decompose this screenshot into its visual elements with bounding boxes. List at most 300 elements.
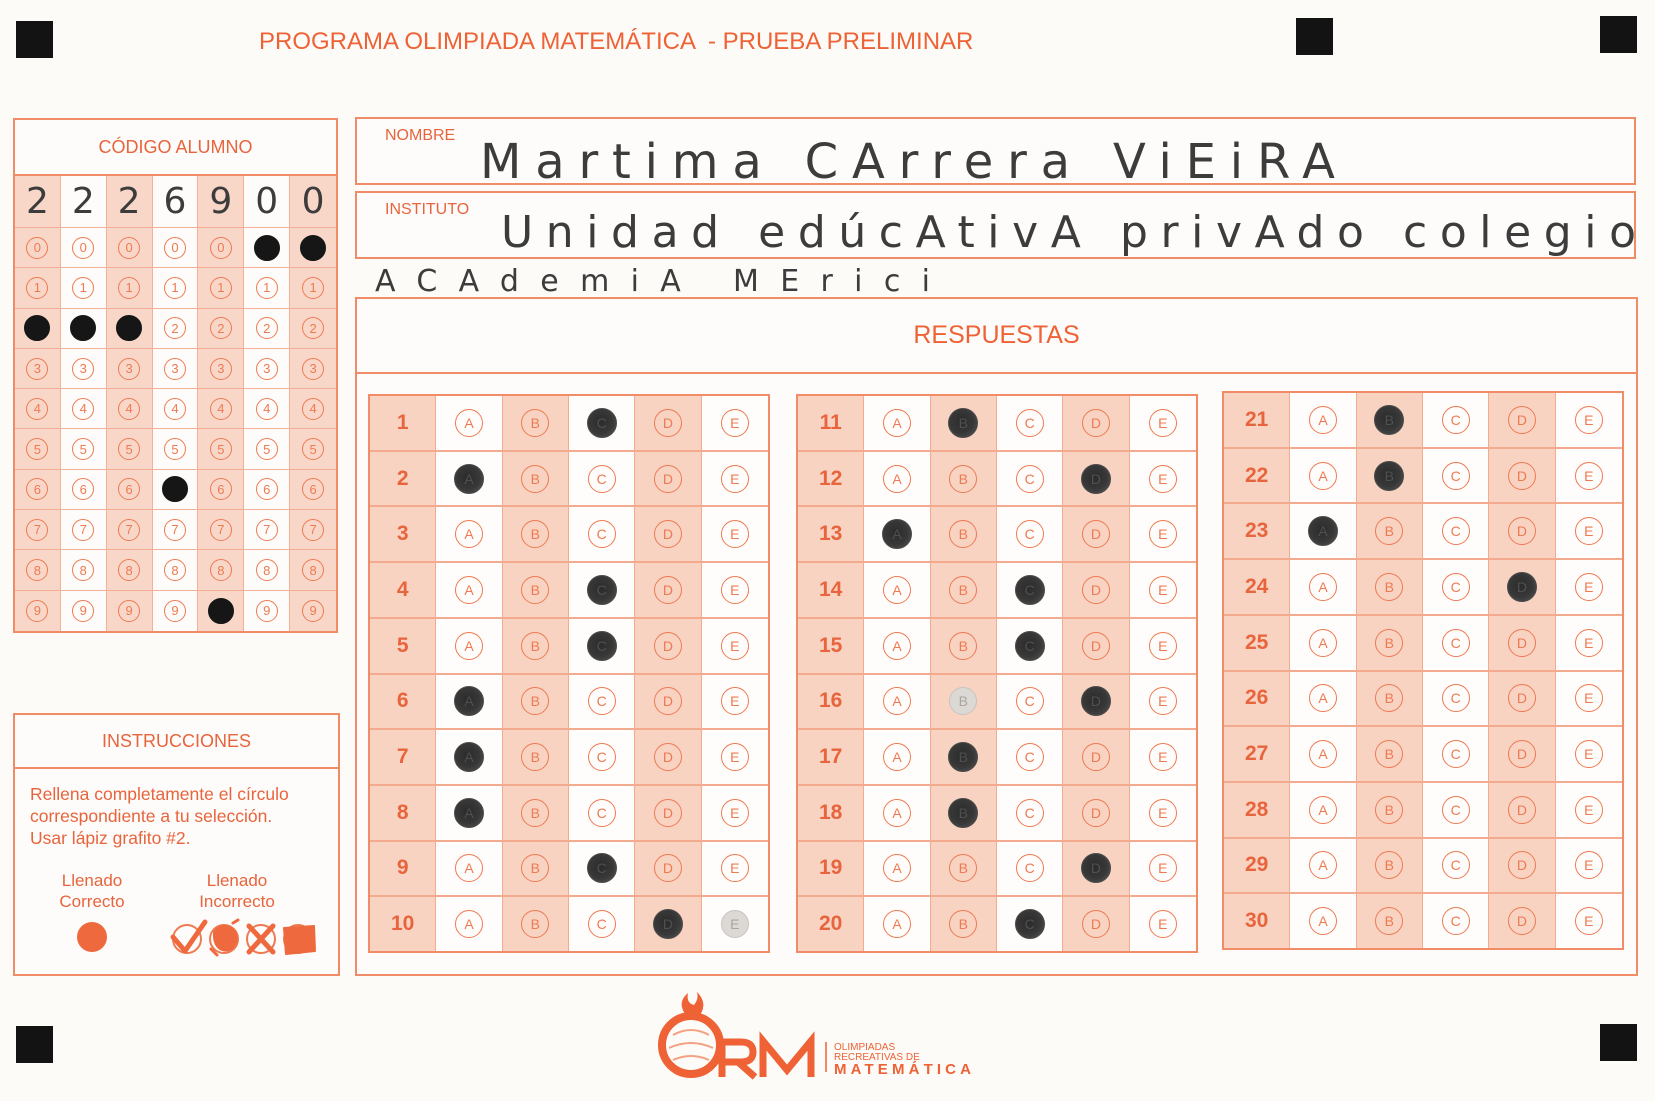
answer-bubble-q7-a[interactable]: A — [454, 742, 484, 772]
answer-bubble-q28-a[interactable]: A — [1309, 796, 1337, 824]
code-bubble-col1-digit7[interactable]: 7 — [26, 519, 48, 541]
code-bubble-cell — [290, 349, 336, 389]
code-bubble-col3-digit6[interactable]: 6 — [118, 478, 140, 500]
answer-bubble-q14-c[interactable]: C — [1015, 575, 1045, 605]
answer-bubble-q7-d[interactable]: D — [654, 743, 682, 771]
answer-bubble-q15-e[interactable]: E — [1149, 632, 1177, 660]
option-cell — [997, 842, 1063, 896]
code-bubble-col6-digit8[interactable]: 8 — [256, 559, 278, 581]
answer-bubble-q21-a[interactable]: A — [1309, 406, 1337, 434]
answer-bubble-q24-e[interactable]: E — [1575, 573, 1603, 601]
code-bubble-col2-digit4[interactable]: 4 — [72, 398, 94, 420]
incorrect-fill-label — [177, 870, 297, 912]
code-bubble-col3-digit7[interactable]: 7 — [118, 519, 140, 541]
answers-panel — [355, 297, 1638, 976]
answer-bubble-q13-e[interactable]: E — [1149, 520, 1177, 548]
answer-bubble-q14-b[interactable]: B — [949, 576, 977, 604]
code-bubble-col1-digit3[interactable]: 3 — [26, 358, 48, 380]
answer-bubble-q6-c[interactable]: C — [588, 687, 616, 715]
option-cell — [997, 897, 1063, 951]
answer-bubble-q8-d[interactable]: D — [654, 799, 682, 827]
answer-bubble-q24-c[interactable]: C — [1442, 573, 1470, 601]
code-bubble-col4-digit8[interactable]: 8 — [164, 559, 186, 581]
answer-bubble-q7-c[interactable]: C — [588, 743, 616, 771]
answer-bubble-q12-e[interactable]: E — [1149, 465, 1177, 493]
answer-bubble-q12-c[interactable]: C — [1016, 465, 1044, 493]
answer-bubble-q5-c[interactable]: C — [587, 631, 617, 661]
code-bubble-cell — [290, 309, 336, 349]
answer-row — [798, 897, 1196, 951]
answer-bubble-q11-c[interactable]: C — [1016, 409, 1044, 437]
answer-bubble-q11-e[interactable]: E — [1149, 409, 1177, 437]
code-bubble-col5-digit5[interactable]: 5 — [210, 438, 232, 460]
code-bubble-col4-digit3[interactable]: 3 — [164, 358, 186, 380]
code-bubble-col4-digit2[interactable]: 2 — [164, 317, 186, 339]
instructions-header: INSTRUCCIONES — [15, 715, 338, 769]
answer-bubble-q12-d[interactable]: D — [1081, 464, 1111, 494]
answer-bubble-q7-b[interactable]: B — [521, 743, 549, 771]
question-number-cell — [798, 563, 864, 617]
answer-bubble-q22-a[interactable]: A — [1309, 462, 1337, 490]
answer-bubble-q18-c[interactable]: C — [1016, 799, 1044, 827]
answer-bubble-q14-e[interactable]: E — [1149, 576, 1177, 604]
answer-bubble-q10-d[interactable]: D — [653, 909, 683, 939]
answer-bubble-q19-d[interactable]: D — [1081, 853, 1111, 883]
answer-bubble-q23-c[interactable]: C — [1442, 517, 1470, 545]
answer-bubble-q18-b[interactable]: B — [948, 798, 978, 828]
question-number: 27 — [1244, 742, 1269, 766]
answer-bubble-q18-d[interactable]: D — [1082, 799, 1110, 827]
question-number: 4 — [396, 577, 409, 601]
answer-bubble-q3-e[interactable]: E — [721, 520, 749, 548]
option-cell — [1489, 560, 1555, 614]
code-bubble-col6-digit6[interactable]: 6 — [256, 478, 278, 500]
answer-bubble-q22-d[interactable]: D — [1508, 462, 1536, 490]
answer-bubble-q25-d[interactable]: D — [1508, 629, 1536, 657]
code-bubble-cell — [61, 228, 107, 268]
answer-bubble-q17-e[interactable]: E — [1149, 743, 1177, 771]
answer-bubble-q3-b[interactable]: B — [521, 520, 549, 548]
code-bubble-col5-digit2[interactable]: 2 — [210, 317, 232, 339]
option-cell — [436, 842, 502, 896]
answer-bubble-q15-a[interactable]: A — [883, 632, 911, 660]
answer-bubble-q16-a[interactable]: A — [883, 687, 911, 715]
option-cell — [1290, 727, 1356, 781]
answer-bubble-q23-b[interactable]: B — [1375, 517, 1403, 545]
code-bubble-col4-digit1[interactable]: 1 — [164, 277, 186, 299]
answer-bubble-q5-d[interactable]: D — [654, 632, 682, 660]
answer-bubble-q8-a[interactable]: A — [454, 798, 484, 828]
code-bubble-col4-digit6[interactable] — [162, 476, 188, 502]
name-field[interactable] — [355, 117, 1636, 185]
code-bubble-col4-digit4[interactable]: 4 — [164, 398, 186, 420]
question-number: 9 — [396, 856, 409, 880]
answer-bubble-q2-b[interactable]: B — [521, 465, 549, 493]
answer-bubble-q13-c[interactable]: C — [1016, 520, 1044, 548]
logo-swirl-icon — [662, 1016, 720, 1074]
question-number-cell — [1224, 672, 1290, 726]
code-bubble-cell — [107, 268, 153, 308]
answer-bubble-q24-a[interactable]: A — [1309, 573, 1337, 601]
answer-bubble-q11-d[interactable]: D — [1082, 409, 1110, 437]
code-bubble-col2-digit9[interactable]: 9 — [72, 600, 94, 622]
code-bubble-col3-digit3[interactable]: 3 — [118, 358, 140, 380]
answer-bubble-q15-b[interactable]: B — [949, 632, 977, 660]
answer-bubble-q29-d[interactable]: D — [1508, 851, 1536, 879]
option-cell — [1556, 727, 1622, 781]
code-bubble-col4-digit0[interactable]: 0 — [164, 237, 186, 259]
code-bubble-col6-digit4[interactable]: 4 — [256, 398, 278, 420]
answer-bubble-q29-b[interactable]: B — [1375, 851, 1403, 879]
answer-bubble-q8-e[interactable]: E — [721, 799, 749, 827]
answer-bubble-q20-c[interactable]: C — [1015, 909, 1045, 939]
answer-bubble-q3-a[interactable]: A — [455, 520, 483, 548]
answer-bubble-q19-a[interactable]: A — [883, 854, 911, 882]
answer-bubble-q1-c[interactable]: C — [587, 408, 617, 438]
answer-bubble-q15-c[interactable]: C — [1015, 631, 1045, 661]
code-bubble-cell — [15, 510, 61, 550]
answer-bubble-q3-c[interactable]: C — [588, 520, 616, 548]
code-bubble-col6-digit5[interactable]: 5 — [256, 438, 278, 460]
answer-bubble-q1-d[interactable]: D — [654, 409, 682, 437]
code-bubble-cell — [107, 309, 153, 349]
code-bubble-col7-digit5[interactable]: 5 — [302, 438, 324, 460]
code-bubble-col1-digit9[interactable]: 9 — [26, 600, 48, 622]
answer-bubble-q30-a[interactable]: A — [1309, 907, 1337, 935]
option-cell — [1063, 452, 1129, 506]
answer-bubble-q25-b[interactable]: B — [1375, 629, 1403, 657]
answer-bubble-q30-b[interactable]: B — [1375, 907, 1403, 935]
option-cell — [436, 730, 502, 784]
answer-row — [370, 842, 768, 898]
answer-bubble-q10-c[interactable]: C — [588, 910, 616, 938]
code-bubble-cell — [244, 429, 290, 469]
answer-row — [1224, 672, 1622, 728]
code-bubble-cell — [244, 470, 290, 510]
answer-bubble-q27-c[interactable]: C — [1442, 740, 1470, 768]
code-bubble-col6-digit9[interactable]: 9 — [256, 600, 278, 622]
answer-bubble-q25-a[interactable]: A — [1309, 629, 1337, 657]
school-field[interactable] — [355, 191, 1636, 259]
answer-row — [1224, 393, 1622, 449]
code-bubble-col5-digit0[interactable]: 0 — [210, 237, 232, 259]
code-bubble-col6-digit2[interactable]: 2 — [256, 317, 278, 339]
option-cell — [635, 675, 701, 729]
code-bubble-col3-digit2[interactable] — [116, 315, 142, 341]
answer-bubble-q26-e[interactable]: E — [1575, 684, 1603, 712]
answer-bubble-q17-b[interactable]: B — [948, 742, 978, 772]
answer-bubble-q9-e[interactable]: E — [721, 854, 749, 882]
answer-bubble-q9-c[interactable]: C — [587, 853, 617, 883]
code-bubble-col1-digit0[interactable]: 0 — [26, 237, 48, 259]
code-bubble-col5-digit3[interactable]: 3 — [210, 358, 232, 380]
answer-bubble-q10-a[interactable]: A — [455, 910, 483, 938]
answer-bubble-q20-b[interactable]: B — [949, 910, 977, 938]
answer-row — [1224, 449, 1622, 505]
option-cell — [1290, 393, 1356, 447]
answer-bubble-q11-a[interactable]: A — [883, 409, 911, 437]
answer-bubble-q5-e[interactable]: E — [721, 632, 749, 660]
code-bubble-col3-digit0[interactable]: 0 — [118, 237, 140, 259]
code-bubble-col3-digit8[interactable]: 8 — [118, 559, 140, 581]
code-bubble-col2-digit2[interactable] — [70, 315, 96, 341]
question-number-cell — [798, 396, 864, 450]
code-bubble-col2-digit7[interactable]: 7 — [72, 519, 94, 541]
answer-bubble-q20-d[interactable]: D — [1082, 910, 1110, 938]
answer-bubble-q25-c[interactable]: C — [1442, 629, 1470, 657]
option-cell — [1357, 616, 1423, 670]
question-number: 15 — [818, 633, 843, 657]
answer-bubble-q11-b[interactable]: B — [948, 408, 978, 438]
code-bubble-col7-digit7[interactable]: 7 — [302, 519, 324, 541]
answer-bubble-q24-b[interactable]: B — [1375, 573, 1403, 601]
code-bubble-cell — [61, 349, 107, 389]
option-cell — [997, 730, 1063, 784]
code-bubble-col1-digit4[interactable]: 4 — [26, 398, 48, 420]
code-bubble-col5-digit8[interactable]: 8 — [210, 559, 232, 581]
code-bubble-col7-digit6[interactable]: 6 — [302, 478, 324, 500]
answer-bubble-q4-c[interactable]: C — [587, 575, 617, 605]
code-bubble-col3-digit1[interactable]: 1 — [118, 277, 140, 299]
answer-bubble-q1-b[interactable]: B — [521, 409, 549, 437]
answer-bubble-q9-d[interactable]: D — [654, 854, 682, 882]
answer-row — [1224, 504, 1622, 560]
answer-bubble-q19-b[interactable]: B — [949, 854, 977, 882]
answer-bubble-q30-d[interactable]: D — [1508, 907, 1536, 935]
answer-bubble-q26-c[interactable]: C — [1442, 684, 1470, 712]
option-cell — [997, 786, 1063, 840]
answer-bubble-q28-c[interactable]: C — [1442, 796, 1470, 824]
answer-bubble-q17-a[interactable]: A — [883, 743, 911, 771]
incorrect-fill-samples — [167, 917, 323, 961]
option-cell — [1423, 783, 1489, 837]
answer-row — [370, 507, 768, 563]
answer-bubble-q6-a[interactable]: A — [454, 686, 484, 716]
answer-bubble-q16-d[interactable]: D — [1081, 686, 1111, 716]
code-bubble-col4-digit7[interactable]: 7 — [164, 519, 186, 541]
answer-row — [798, 563, 1196, 619]
answer-bubble-q10-b[interactable]: B — [521, 910, 549, 938]
answer-bubble-q5-a[interactable]: A — [455, 632, 483, 660]
answer-bubble-q18-a[interactable]: A — [883, 799, 911, 827]
answer-bubble-q26-b[interactable]: B — [1375, 684, 1403, 712]
answer-bubble-q2-e[interactable]: E — [721, 465, 749, 493]
code-bubble-col6-digit1[interactable]: 1 — [256, 277, 278, 299]
answer-bubble-q29-c[interactable]: C — [1442, 851, 1470, 879]
instructions-text — [30, 783, 289, 849]
code-bubble-col7-digit8[interactable]: 8 — [302, 559, 324, 581]
option-cell — [503, 897, 569, 951]
answer-bubble-q25-e[interactable]: E — [1575, 629, 1603, 657]
code-bubble-col5-digit1[interactable]: 1 — [210, 277, 232, 299]
code-bubble-col1-digit8[interactable]: 8 — [26, 559, 48, 581]
answer-bubble-q21-d[interactable]: D — [1508, 406, 1536, 434]
code-bubble-col7-digit4[interactable]: 4 — [302, 398, 324, 420]
code-bubble-col7-digit2[interactable]: 2 — [302, 317, 324, 339]
answer-bubble-q24-d[interactable]: D — [1507, 572, 1537, 602]
answer-bubble-q22-c[interactable]: C — [1442, 462, 1470, 490]
question-number-cell — [1224, 616, 1290, 670]
answer-bubble-q8-b[interactable]: B — [521, 799, 549, 827]
code-bubble-col6-digit0[interactable] — [254, 235, 280, 261]
code-bubble-col7-digit1[interactable]: 1 — [302, 277, 324, 299]
answer-bubble-q21-c[interactable]: C — [1442, 406, 1470, 434]
answer-bubble-q26-a[interactable]: A — [1309, 684, 1337, 712]
answer-bubble-q13-d[interactable]: D — [1082, 520, 1110, 548]
answer-bubble-q17-c[interactable]: C — [1016, 743, 1044, 771]
answer-bubble-q9-b[interactable]: B — [521, 854, 549, 882]
code-bubble-col2-digit6[interactable]: 6 — [72, 478, 94, 500]
answer-bubble-q21-b[interactable]: B — [1374, 405, 1404, 435]
answer-bubble-q14-d[interactable]: D — [1082, 576, 1110, 604]
answer-bubble-q19-c[interactable]: C — [1016, 854, 1044, 882]
answer-bubble-q6-d[interactable]: D — [654, 687, 682, 715]
question-number: 29 — [1244, 853, 1269, 877]
answer-bubble-q29-a[interactable]: A — [1309, 851, 1337, 879]
code-bubble-col4-digit5[interactable]: 5 — [164, 438, 186, 460]
code-bubble-col7-digit0[interactable] — [300, 235, 326, 261]
answer-bubble-q13-b[interactable]: B — [949, 520, 977, 548]
option-cell — [1290, 504, 1356, 558]
answer-bubble-q30-c[interactable]: C — [1442, 907, 1470, 935]
option-cell — [997, 507, 1063, 561]
question-number: 14 — [818, 577, 843, 601]
code-bubble-col2-digit5[interactable]: 5 — [72, 438, 94, 460]
answer-bubble-q16-b[interactable]: B — [949, 687, 977, 715]
option-cell — [1423, 616, 1489, 670]
code-bubble-col3-digit9[interactable]: 9 — [118, 600, 140, 622]
code-bubble-col2-digit3[interactable]: 3 — [72, 358, 94, 380]
code-bubble-col1-digit1[interactable]: 1 — [26, 277, 48, 299]
answer-bubble-q13-a[interactable]: A — [882, 519, 912, 549]
question-number: 24 — [1244, 574, 1269, 598]
code-bubble-col5-digit7[interactable]: 7 — [210, 519, 232, 541]
option-cell — [1489, 672, 1555, 726]
answer-bubble-q7-e[interactable]: E — [721, 743, 749, 771]
answer-bubble-q9-a[interactable]: A — [455, 854, 483, 882]
answer-bubble-q2-a[interactable]: A — [454, 464, 484, 494]
code-written-cell — [107, 176, 153, 228]
answer-bubble-q20-e[interactable]: E — [1149, 910, 1177, 938]
code-bubble-col2-digit0[interactable]: 0 — [72, 237, 94, 259]
option-cell — [1130, 897, 1196, 951]
question-number-cell — [370, 730, 436, 784]
code-bubble-col7-digit9[interactable]: 9 — [302, 600, 324, 622]
answer-bubble-q3-d[interactable]: D — [654, 520, 682, 548]
code-bubble-cell — [198, 550, 244, 590]
answer-bubble-q29-e[interactable]: E — [1575, 851, 1603, 879]
answer-bubble-q8-c[interactable]: C — [588, 799, 616, 827]
option-cell — [1063, 619, 1129, 673]
code-bubble-col3-digit5[interactable]: 5 — [118, 438, 140, 460]
question-number-cell — [1224, 839, 1290, 893]
option-cell — [1290, 616, 1356, 670]
answer-bubble-q12-b[interactable]: B — [949, 465, 977, 493]
answer-bubble-q2-d[interactable]: D — [654, 465, 682, 493]
answer-bubble-q4-a[interactable]: A — [455, 576, 483, 604]
answer-bubble-q6-e[interactable]: E — [721, 687, 749, 715]
answer-bubble-q23-e[interactable]: E — [1575, 517, 1603, 545]
answer-bubble-q20-a[interactable]: A — [883, 910, 911, 938]
code-bubble-col2-digit8[interactable]: 8 — [72, 559, 94, 581]
code-bubble-cell — [61, 389, 107, 429]
answer-bubble-q27-d[interactable]: D — [1508, 740, 1536, 768]
answer-bubble-q12-a[interactable]: A — [883, 465, 911, 493]
option-cell — [1357, 504, 1423, 558]
answer-bubble-q27-a[interactable]: A — [1309, 740, 1337, 768]
option-cell — [1423, 894, 1489, 948]
option-cell — [635, 563, 701, 617]
answer-bubble-q15-d[interactable]: D — [1082, 632, 1110, 660]
code-bubble-col5-digit6[interactable]: 6 — [210, 478, 232, 500]
answer-bubble-q27-e[interactable]: E — [1575, 740, 1603, 768]
option-cell — [702, 507, 768, 561]
answer-bubble-q16-c[interactable]: C — [1016, 687, 1044, 715]
code-bubble-col2-digit1[interactable]: 1 — [72, 277, 94, 299]
answer-bubble-q26-d[interactable]: D — [1508, 684, 1536, 712]
answer-bubble-q4-d[interactable]: D — [654, 576, 682, 604]
code-bubble-col1-digit5[interactable]: 5 — [26, 438, 48, 460]
option-cell — [931, 842, 997, 896]
code-bubble-cell — [290, 591, 336, 631]
answer-bubble-q16-e[interactable]: E — [1149, 687, 1177, 715]
code-bubble-col6-digit7[interactable]: 7 — [256, 519, 278, 541]
question-number: 11 — [819, 410, 842, 434]
code-bubble-col5-digit4[interactable]: 4 — [210, 398, 232, 420]
answer-bubble-q4-b[interactable]: B — [521, 576, 549, 604]
answer-bubble-q6-b[interactable]: B — [521, 687, 549, 715]
answer-bubble-q4-e[interactable]: E — [721, 576, 749, 604]
question-number-cell — [1224, 894, 1290, 948]
code-bubble-col4-digit9[interactable]: 9 — [164, 600, 186, 622]
answer-bubble-q1-a[interactable]: A — [455, 409, 483, 437]
answer-bubble-q27-b[interactable]: B — [1375, 740, 1403, 768]
answer-bubble-q21-e[interactable]: E — [1575, 406, 1603, 434]
answer-bubble-q28-b[interactable]: B — [1375, 796, 1403, 824]
answer-bubble-q23-d[interactable]: D — [1508, 517, 1536, 545]
option-cell — [702, 563, 768, 617]
answer-bubble-q14-a[interactable]: A — [883, 576, 911, 604]
answer-bubble-q18-e[interactable]: E — [1149, 799, 1177, 827]
answer-bubble-q19-e[interactable]: E — [1149, 854, 1177, 882]
code-bubble-col7-digit3[interactable]: 3 — [302, 358, 324, 380]
answer-bubble-q23-a[interactable]: A — [1308, 516, 1338, 546]
answer-bubble-q5-b[interactable]: B — [521, 632, 549, 660]
answer-bubble-q30-e[interactable]: E — [1575, 907, 1603, 935]
answer-bubble-q22-b[interactable]: B — [1374, 461, 1404, 491]
answer-bubble-q2-c[interactable]: C — [588, 465, 616, 493]
code-bubble-col3-digit4[interactable]: 4 — [118, 398, 140, 420]
answer-bubble-q28-d[interactable]: D — [1508, 796, 1536, 824]
code-bubble-col1-digit2[interactable] — [24, 315, 50, 341]
code-bubble-col6-digit3[interactable]: 3 — [256, 358, 278, 380]
code-bubble-cell — [15, 429, 61, 469]
answer-bubble-q17-d[interactable]: D — [1082, 743, 1110, 771]
option-cell — [569, 730, 635, 784]
answer-bubble-q10-e[interactable]: E — [721, 910, 749, 938]
code-bubble-col5-digit9[interactable] — [208, 598, 234, 624]
question-number-cell — [370, 842, 436, 896]
code-bubble-cell — [198, 510, 244, 550]
answer-bubble-q28-e[interactable]: E — [1575, 796, 1603, 824]
answer-bubble-q1-e[interactable]: E — [721, 409, 749, 437]
code-bubble-cell — [153, 349, 199, 389]
logo-tagline-line: OLIMPIADAS — [834, 1042, 896, 1053]
handwritten-code-digit: 2 — [117, 181, 141, 222]
answer-bubble-q22-e[interactable]: E — [1575, 462, 1603, 490]
answer-row — [1224, 560, 1622, 616]
code-bubble-col1-digit6[interactable]: 6 — [26, 478, 48, 500]
